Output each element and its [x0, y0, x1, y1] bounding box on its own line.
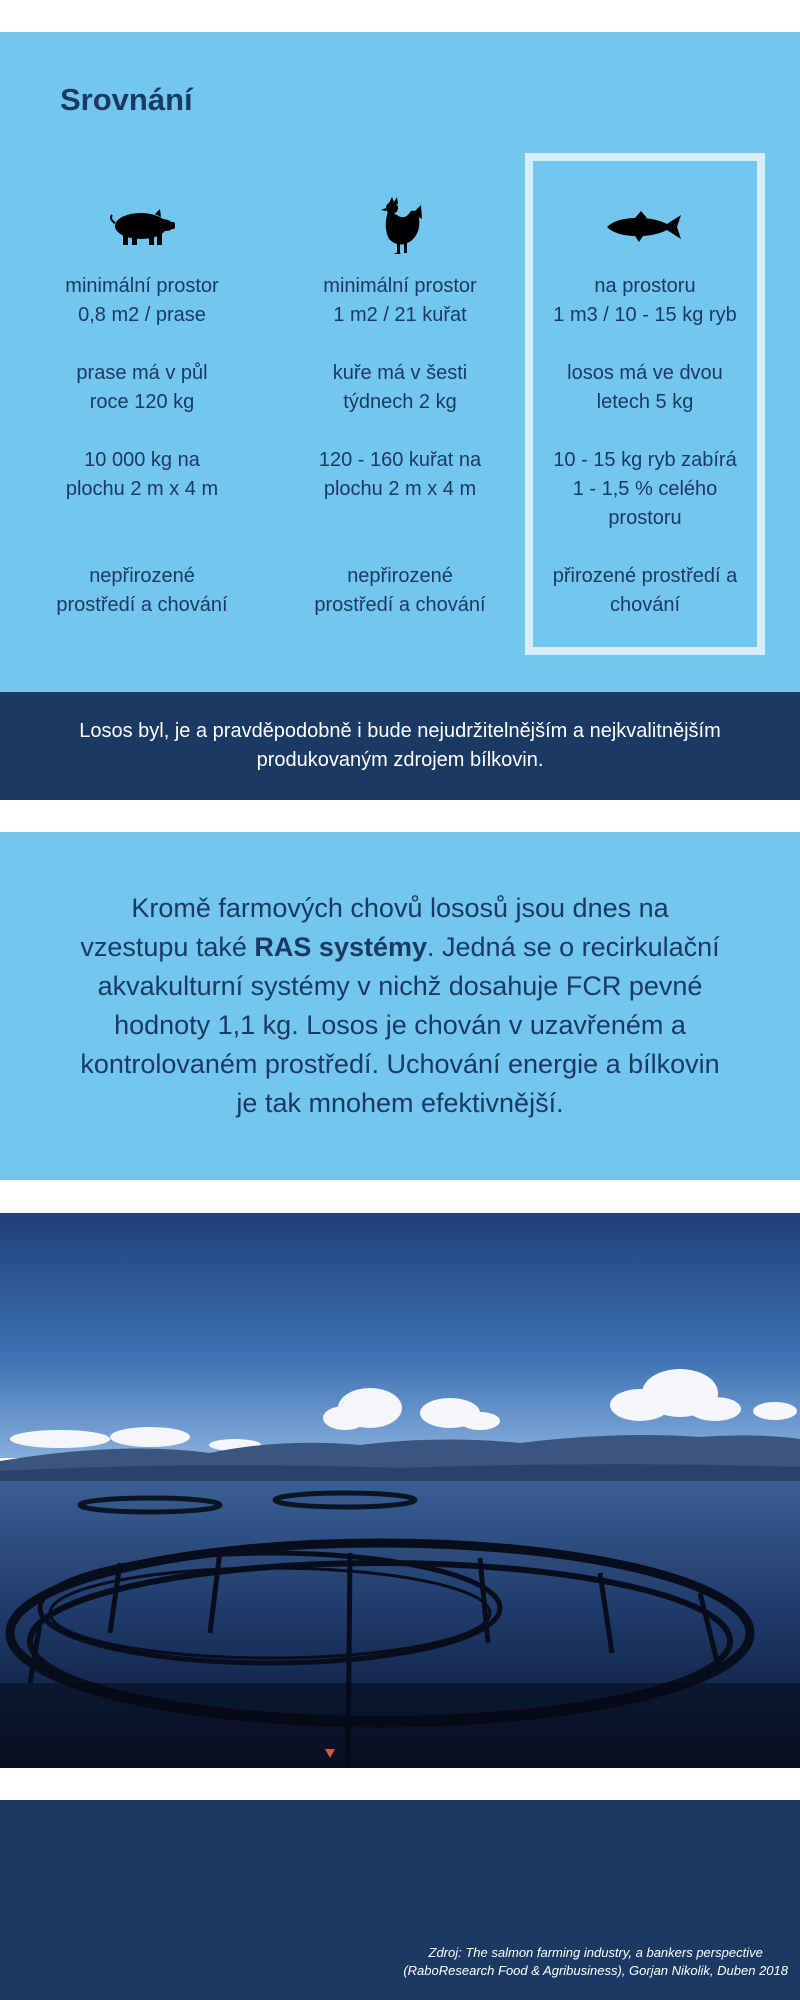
- footer: [0, 1800, 800, 2000]
- pig-density: 10 000 kg na plochu 2 m x 4 m: [65, 449, 219, 500]
- chicken-density: 120 - 160 kuřat na plochu 2 m x 4 m: [318, 449, 482, 500]
- chicken-space: minimální prostor 1 m2 / 21 kuřat: [323, 275, 477, 326]
- pig-environment: nepřirozené prostředí a chování: [56, 565, 228, 616]
- comparison-column-chicken: [275, 182, 525, 616]
- ras-text-before: Kromě farmových chovů lososů jsou dnes na vzestupu také: [80, 893, 669, 962]
- salmon-environment: přirozené prostředí a chování: [552, 565, 738, 616]
- ras-section: [0, 832, 800, 1180]
- salmon-space: na prostoru 1 m3 / 10 - 15 kg ryb: [553, 275, 737, 326]
- comparison-section: [0, 32, 800, 692]
- ras-paragraph: [80, 889, 720, 1123]
- comparison-column-pig: [17, 182, 267, 616]
- ras-text-bold: RAS systémy: [254, 932, 428, 962]
- comparison-title: Srovnání: [60, 82, 193, 117]
- chicken-environment: nepřirozené prostředí a chování: [314, 565, 486, 616]
- source-line-2: (RaboResearch Food & Agribusiness), Gorjan Nikolik, Duben 2018: [403, 1963, 788, 1978]
- ras-text-after: . Jedná se o recirkulační akvakulturní systémy v nichž dosahuje FCR pevné hodnoty 1,1 kg. Losos je chován v uzavřeném a kontrolovaném prostředí. Uchování energie a bílkovin je tak mnohem efektivnější.: [80, 932, 720, 1118]
- pig-icon: [17, 182, 267, 272]
- chicken-growth: kuře má v šesti týdnech 2 kg: [332, 362, 468, 413]
- salmon-icon: [520, 182, 770, 272]
- source-citation: [403, 1944, 788, 1980]
- sustainability-banner: [0, 692, 800, 800]
- salmon-density: 10 - 15 kg ryb zabírá 1 - 1,5 % celého prostoru: [553, 449, 737, 529]
- salmon-farm-illustration: [0, 1213, 800, 1768]
- pig-growth: prase má v půl roce 120 kg: [76, 362, 208, 413]
- pig-space: minimální prostor 0,8 m2 / prase: [65, 275, 219, 326]
- source-line-1: Zdroj: The salmon farming industry, a bankers perspective: [428, 1945, 763, 1960]
- salmon-farm-photo: [0, 1213, 800, 1768]
- comparison-column-salmon: [520, 182, 770, 616]
- banner-text: Losos byl, je a pravděpodobně i bude nejudržitelnějším a nejkvalitnějším produkovaným zdrojem bílkovin.: [79, 720, 721, 771]
- chicken-icon: [275, 182, 525, 272]
- salmon-growth: losos má ve dvou letech 5 kg: [567, 362, 723, 413]
